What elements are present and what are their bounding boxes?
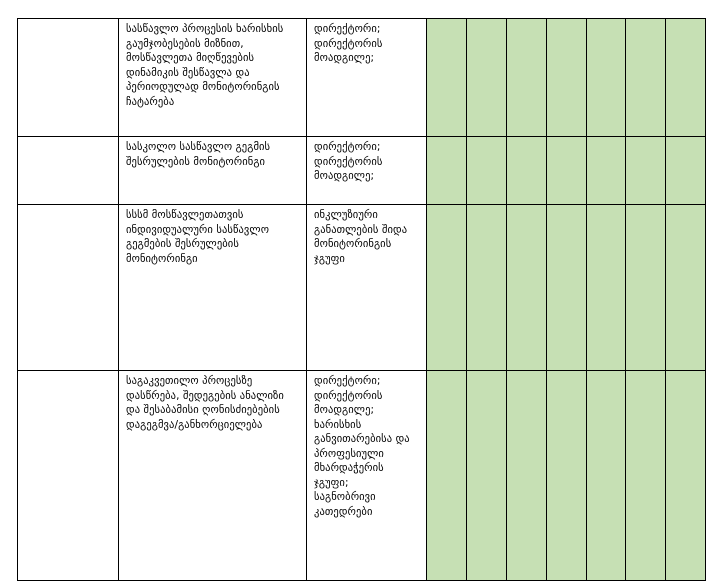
table-row (18, 137, 706, 205)
activity-line: სასკოლო სასწავლო გეგმის (126, 141, 271, 153)
responsible-line: დირექტორი; (314, 23, 381, 35)
timeline-month-cell (666, 137, 706, 205)
timeline-month-cell (626, 205, 666, 371)
timeline-month-cell (666, 371, 706, 581)
table-row (18, 371, 706, 581)
table-row (18, 205, 706, 371)
timeline-month-cell (506, 137, 546, 205)
goal-cell (18, 371, 119, 581)
timeline-month-cell (546, 19, 586, 137)
timeline-month-cell (466, 19, 506, 137)
activity-line: სასწავლო პროცესის ხარისხის (126, 23, 284, 35)
activity-line: დაგეგმვა/განხორციელება (126, 418, 263, 431)
activity-text (119, 371, 306, 434)
responsible-line: ინკლუზიური (314, 209, 378, 221)
goal-cell (18, 19, 119, 137)
timeline-month-cell (546, 205, 586, 371)
activity-line: და შესაბამისი ღონისძიებების (126, 404, 280, 416)
timeline-month-cell (626, 371, 666, 581)
activity-line: საგაკვეთილო პროცესზე (126, 375, 253, 387)
activity-cell (119, 205, 307, 371)
timeline-month-cell (466, 205, 506, 371)
activity-line: მონიტორინგი (126, 252, 198, 265)
activity-line: მოსწავლეთა მიღწევების (126, 52, 255, 64)
timeline-month-cell (626, 19, 666, 137)
timeline-month-cell (546, 371, 586, 581)
responsible-line: მოადგილე; (314, 52, 375, 64)
timeline-month-cell (506, 371, 546, 581)
responsible-cell (307, 19, 427, 137)
responsible-line: ჯგუფი; (314, 476, 349, 489)
responsible-cell (307, 137, 427, 205)
responsible-text (307, 137, 426, 186)
activity-text (119, 205, 306, 268)
responsible-line: ჯგუფი (314, 252, 345, 265)
activity-text (119, 137, 306, 171)
timeline-month-cell (586, 19, 626, 137)
responsible-cell (307, 205, 427, 371)
timeline-month-cell (506, 205, 546, 371)
responsible-line: განათლების შიდა (314, 223, 408, 236)
timeline-month-cell (506, 19, 546, 137)
timeline-month-cell (466, 371, 506, 581)
responsible-line: დირექტორის (314, 37, 383, 50)
responsible-line: მოადგილე; (314, 170, 375, 182)
responsible-line: საგნობრივი (314, 491, 376, 503)
responsible-line: მხარდაჭერის (314, 462, 384, 474)
timeline-month-cell (546, 137, 586, 205)
table-row (18, 19, 706, 137)
timeline-month-cell (666, 19, 706, 137)
activity-line: დინამიკის შესწავლა და (126, 66, 250, 79)
responsible-line: მონიტორინგის (314, 238, 392, 250)
activity-cell (119, 137, 307, 205)
responsible-line: ხარისხის (314, 418, 362, 431)
responsible-text (307, 205, 426, 268)
activity-line: შესრულების მონიტორინგი (126, 155, 266, 168)
timeline-month-cell (586, 371, 626, 581)
timeline-month-cell (427, 19, 467, 137)
action-plan-table-body (18, 19, 706, 581)
responsible-cell (307, 371, 427, 581)
timeline-month-cell (626, 137, 666, 205)
responsible-text (307, 371, 426, 521)
responsible-line: დირექტორის (314, 389, 383, 402)
activity-line: გაუმჯობესების მიზნით, (126, 37, 244, 50)
timeline-month-cell (466, 137, 506, 205)
timeline-month-cell (427, 137, 467, 205)
responsible-line: პროფესიული (314, 447, 384, 460)
action-plan-table (17, 18, 706, 581)
activity-line: პერიოდულად მონიტორინგის (126, 81, 280, 93)
activity-text (119, 19, 306, 111)
goal-cell (18, 205, 119, 371)
responsible-text (307, 19, 426, 68)
responsible-line: დირექტორის (314, 155, 383, 168)
activity-line: ინდივიდუალური სასწავლო (126, 223, 270, 236)
activity-cell (119, 371, 307, 581)
activity-line: დასწრება, შედეგების ანალიზი (126, 389, 284, 402)
responsible-line: მოადგილე; (314, 404, 375, 416)
responsible-line: დირექტორი; (314, 375, 381, 387)
activity-line: სსსმ მოსწავლეთათვის (126, 209, 244, 221)
activity-line: გეგმების შესრულების (126, 238, 239, 250)
responsible-line: დირექტორი; (314, 141, 381, 153)
activity-line: ჩატარება (126, 95, 175, 108)
timeline-month-cell (586, 137, 626, 205)
timeline-month-cell (586, 205, 626, 371)
responsible-line: კათედრები (314, 505, 373, 518)
activity-cell (119, 19, 307, 137)
timeline-month-cell (427, 371, 467, 581)
timeline-month-cell (666, 205, 706, 371)
timeline-month-cell (427, 205, 467, 371)
responsible-line: განვითარებისა და (314, 433, 410, 445)
goal-cell (18, 137, 119, 205)
